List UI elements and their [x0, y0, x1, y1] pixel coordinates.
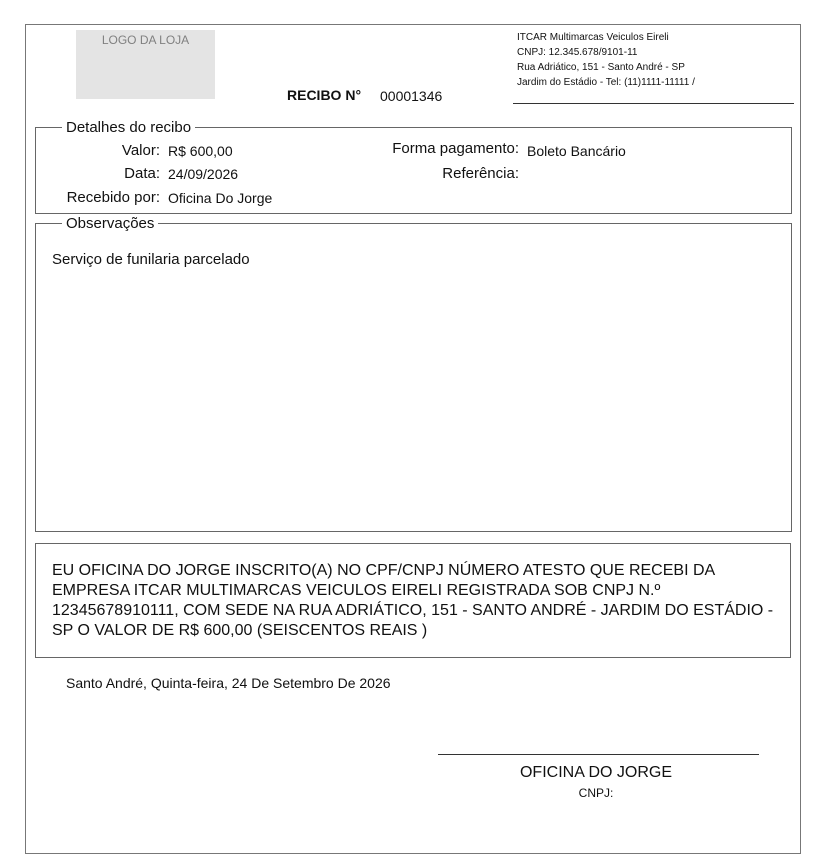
signatory-cnpj: CNPJ:	[578, 786, 614, 800]
signatory-name: OFICINA DO JORGE	[519, 764, 672, 781]
company-cnpj: CNPJ: 12.345.678/9101-11	[517, 47, 638, 58]
company-district-phone: Jardim do Estádio - Tel: (11)1111-11111 /	[517, 77, 695, 88]
receipt-details-legend: Detalhes do recibo	[66, 119, 192, 136]
company-divider	[513, 103, 794, 104]
recebido-por-label: Recebido por:	[66, 189, 160, 206]
forma-pagamento-value: Boleto Bancário	[527, 143, 626, 159]
referencia-label: Referência:	[442, 165, 519, 182]
receipt-number: 00001346	[380, 88, 443, 104]
observations-legend: Observações	[66, 215, 155, 232]
forma-pagamento-label: Forma pagamento:	[392, 140, 519, 157]
data-label: Data:	[124, 165, 160, 182]
company-info	[517, 30, 695, 90]
data-value: 24/09/2026	[168, 166, 239, 182]
observations-text: Serviço de funilaria parcelado	[52, 251, 250, 268]
store-logo-placeholder: LOGO DA LOJA	[76, 30, 215, 99]
recebido-por-value: Oficina Do Jorge	[168, 190, 273, 206]
valor-label: Valor:	[121, 142, 160, 159]
valor-value: R$ 600,00	[168, 143, 233, 159]
place-date: Santo André, Quinta-feira, 24 De Setembro De 2026	[66, 675, 391, 691]
company-name: ITCAR Multimarcas Veiculos Eireli	[517, 32, 669, 43]
signature-line	[438, 754, 759, 755]
receipt-number-label: RECIBO N°	[287, 87, 362, 103]
declaration-text: EU OFICINA DO JORGE INSCRITO(A) NO CPF/CNPJ NÚMERO ATESTO QUE RECEBI DA EMPRESA ITCAR MULTIMARCAS VEICULOS EIRELI REGISTRADA SOB CNPJ N.º 12345678910111, COM SEDE NA RUA ADRIÁTICO, 151 - SANTO ANDRÉ - JARDIM DO ESTÁDIO - SP O VALOR DE R$ 600,00 (SEISCENTOS REAIS )	[52, 562, 774, 639]
company-address: Rua Adriático, 151 - Santo André - SP	[517, 62, 685, 73]
